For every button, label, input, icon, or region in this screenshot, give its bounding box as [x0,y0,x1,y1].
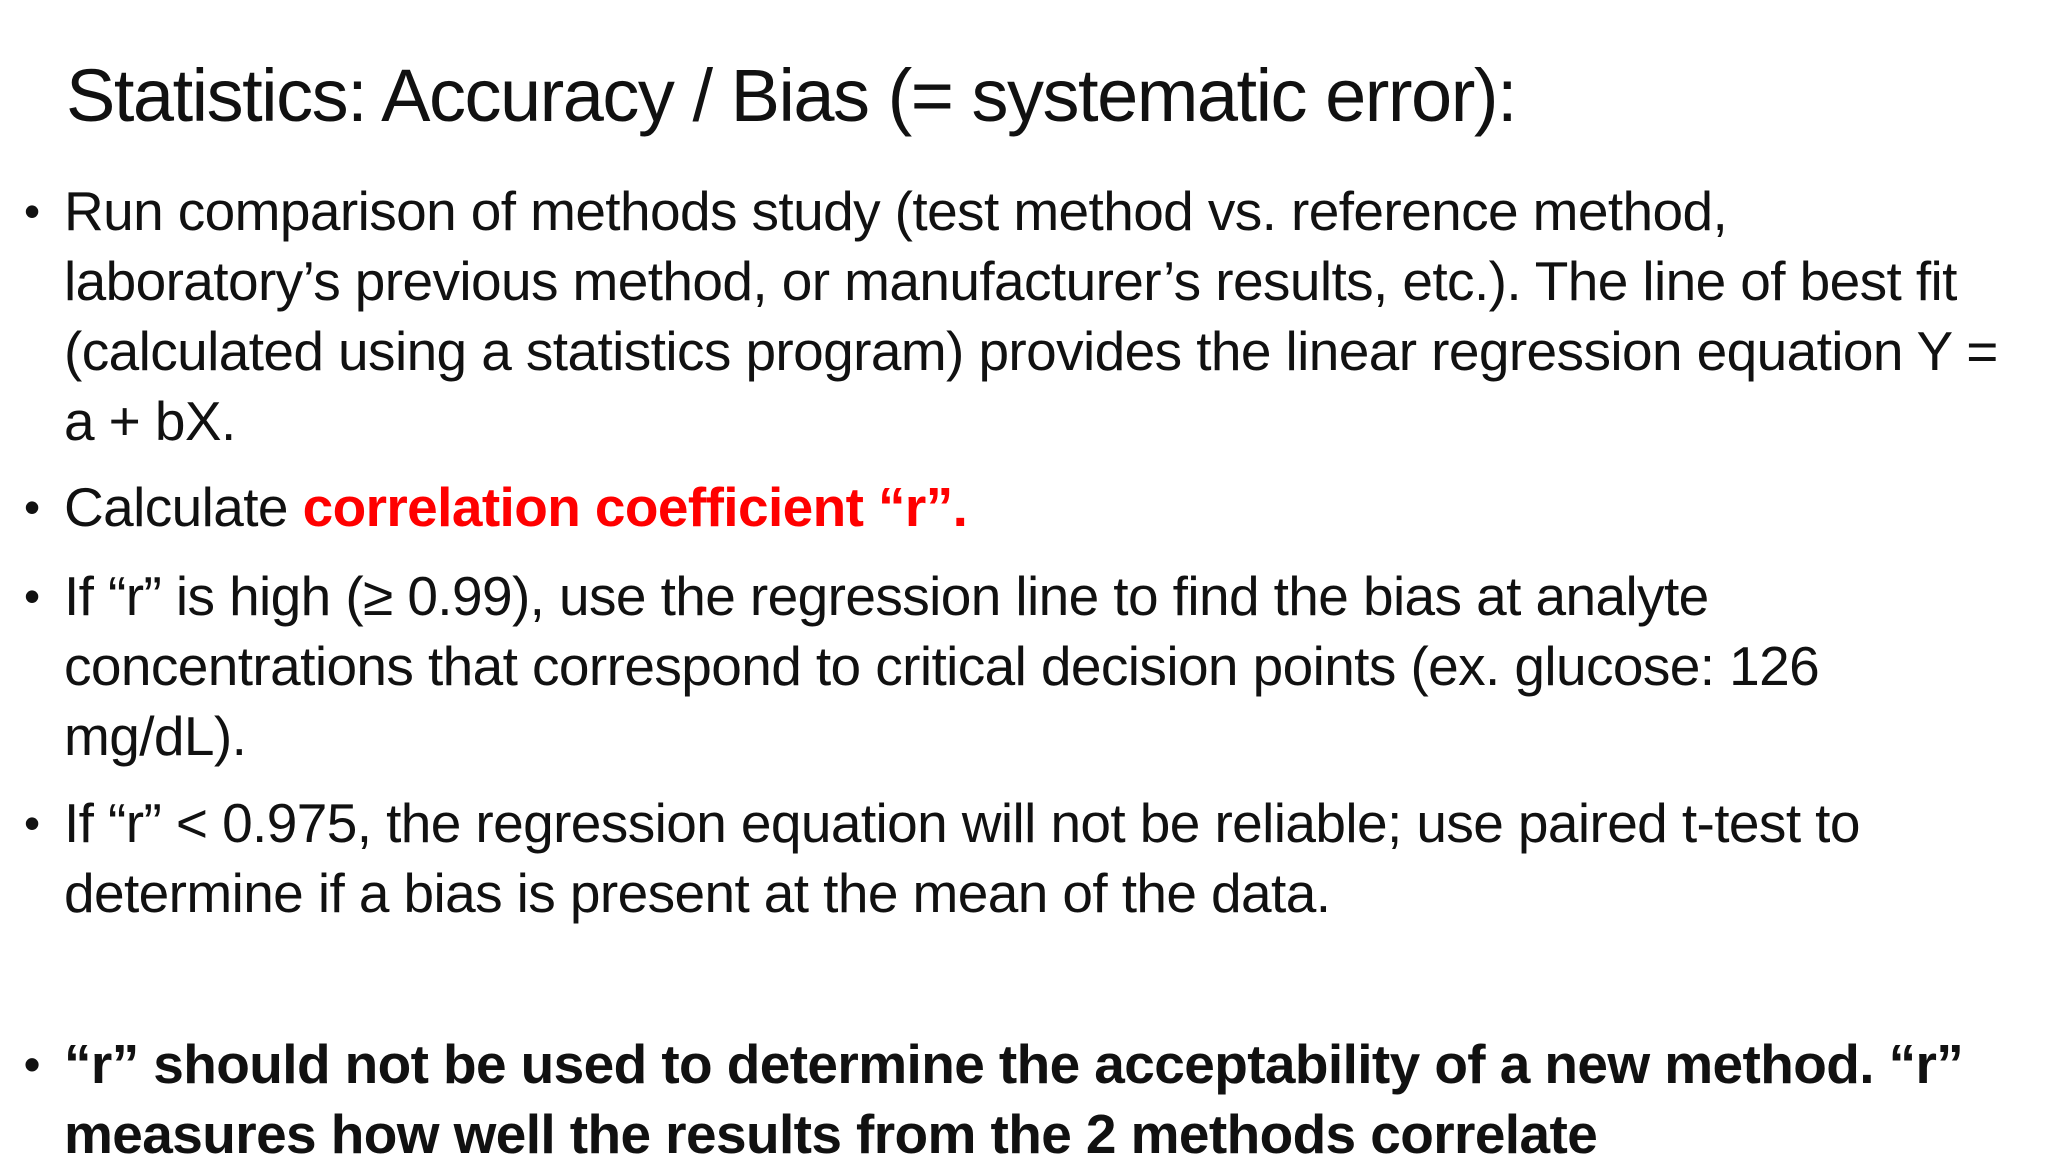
bullet-text-prefix: Calculate [64,476,303,538]
bullet-text: If “r” is high (≥ 0.99), use the regression line to find the bias at analyte concentrations that correspond to critical decision points (ex. glucose: 126 mg/dL). [64,565,1820,767]
bullet-icon: • [24,797,40,849]
bullet-item [24,1029,2014,1169]
bullet-item [24,472,2014,542]
bullet-icon: • [24,185,40,237]
bullet-text: If “r” < 0.975, the regression equation will not be reliable; use paired t-test to determine if a bias is present at the mean of the data. [64,792,1860,924]
bullet-item [24,176,2014,456]
bullet-item [24,561,2014,771]
bullet-icon: • [24,570,40,622]
bullet-icon: • [24,481,40,533]
bullet-list [24,176,2014,1169]
highlighted-term: correlation coefficient “r”. [302,476,968,538]
slide-title: Statistics: Accuracy / Bias (= systematic error): [66,54,1517,137]
bullet-icon: • [24,1038,40,1090]
bullet-item [24,788,2014,928]
bullet-text-bold: “r” should not be used to determine the acceptability of a new method. “r” measures how well the results from the 2 methods correlate [64,1033,1964,1165]
bullet-text: Run comparison of methods study (test method vs. reference method, laboratory’s previous method, or manufacturer’s results, etc.). The line of best fit (calculated using a statistics program) provides the linear regression equation Y = a + bX. [64,180,1998,452]
